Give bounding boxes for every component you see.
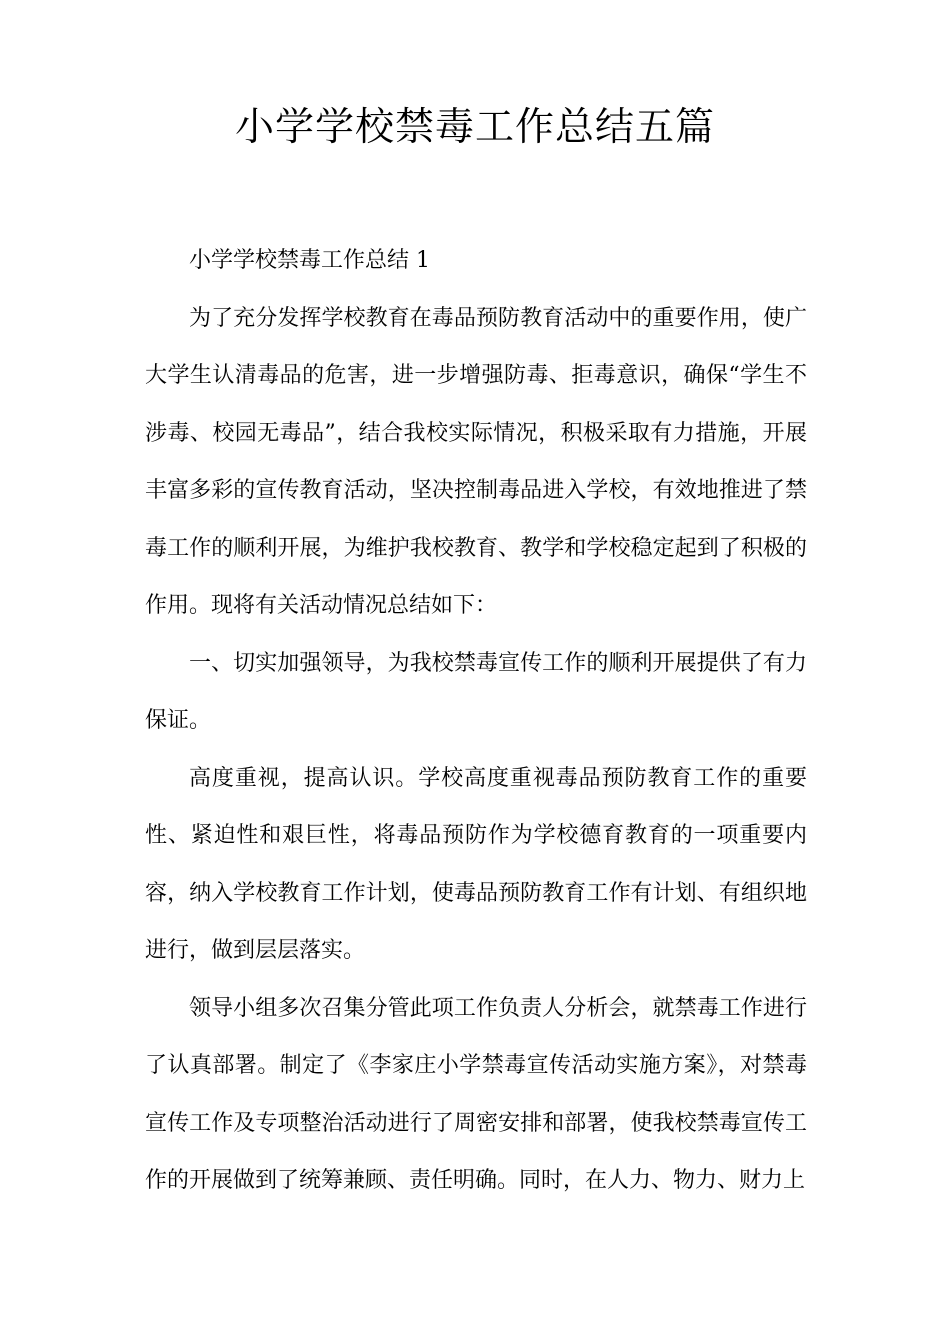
paragraph-leadership: 领导小组多次召集分管此项工作负责人分析会，就禁毒工作进行了认真部署。制定了《李家庄小学禁毒宣传活动实施方案》，对禁毒宣传工作及专项整治活动进行了周密安排和部署，使我校禁毒宣传工作的开展做到了统筹兼顾、责任明确。同时，在人力、物力、财力上 <box>145 995 807 1193</box>
paragraph-awareness: 高度重视，提高认识。学校高度重视毒品预防教育工作的重要性、紧迫性和艰巨性，将毒品预防作为学校德育教育的一项重要内容，纳入学校教育工作计划，使毒品预防教育工作有计划、有组织地进行，做到层层落实。 <box>145 765 807 963</box>
paragraph-intro: 为了充分发挥学校教育在毒品预防教育活动中的重要作用，使广大学生认清毒品的危害，进一步增强防毒、拒毒意识，确保“学生不涉毒、校园无毒品”，结合我校实际情况，积极采取有力措施，开展丰富多彩的宣传教育活动，坚决控制毒品进入学校，有效地推进了禁毒工作的顺利开展，为维护我校教育、教学和学校稳定起到了积极的作用。现将有关活动情况总结如下： <box>145 305 807 618</box>
paragraph-section-one: 一、切实加强领导，为我校禁毒宣传工作的顺利开展提供了有力保证。 <box>145 650 807 733</box>
section-heading: 小学学校禁毒工作总结 1 <box>189 248 430 273</box>
document-title: 小学学校禁毒工作总结五篇 <box>234 105 715 150</box>
document-body <box>145 232 807 1210</box>
